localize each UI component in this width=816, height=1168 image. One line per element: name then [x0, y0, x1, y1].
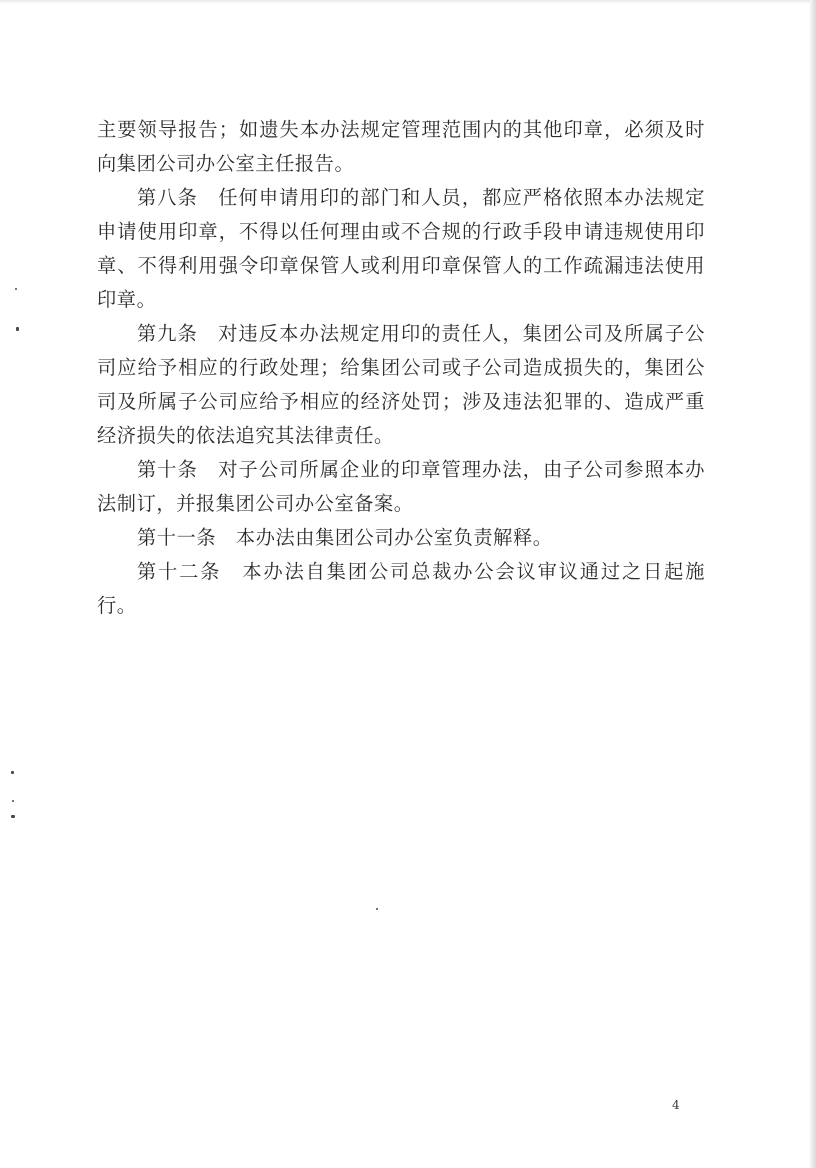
- article-10: 第十条 对子公司所属企业的印章管理办法，由子公司参照本办法制订，并报集团公司办公室备案。: [97, 458, 705, 515]
- article-11: 第十一条 本办法由集团公司办公室负责解释。: [137, 526, 553, 549]
- page-number: 4: [672, 1098, 680, 1112]
- scan-edge-right: [810, 0, 816, 1168]
- scan-speck: [376, 908, 378, 910]
- article-8: 第八条 任何申请用印的部门和人员，都应严格依照本办法规定申请使用印章，不得以任何理由或不合规的行政手段申请违规使用印章、不得利用强令印章保管人或利用印章保管人的工作疏漏违法使用印章。: [97, 186, 705, 311]
- article-9: 第九条 对违反本办法规定用印的责任人，集团公司及所属子公司应给予相应的行政处理；给集团公司或子公司造成损失的，集团公司及所属子公司应给予相应的经济处罚；涉及违法犯罪的、造成严重经济损失的依法追究其法律责任。: [97, 322, 705, 447]
- scan-speck: [11, 771, 14, 774]
- scan-edge-top: [0, 0, 816, 4]
- scan-speck: [16, 327, 19, 331]
- scan-speck: [15, 288, 17, 290]
- article-12: 第十二条 本办法自集团公司总裁办公会议审议通过之日起施行。: [97, 560, 705, 617]
- scan-speck: [12, 800, 14, 802]
- scan-speck: [11, 815, 15, 818]
- document-body: [97, 113, 705, 623]
- paragraph-continuation: 主要领导报告；如遗失本办法规定管理范围内的其他印章，必须及时向集团公司办公室主任报告。: [97, 118, 705, 175]
